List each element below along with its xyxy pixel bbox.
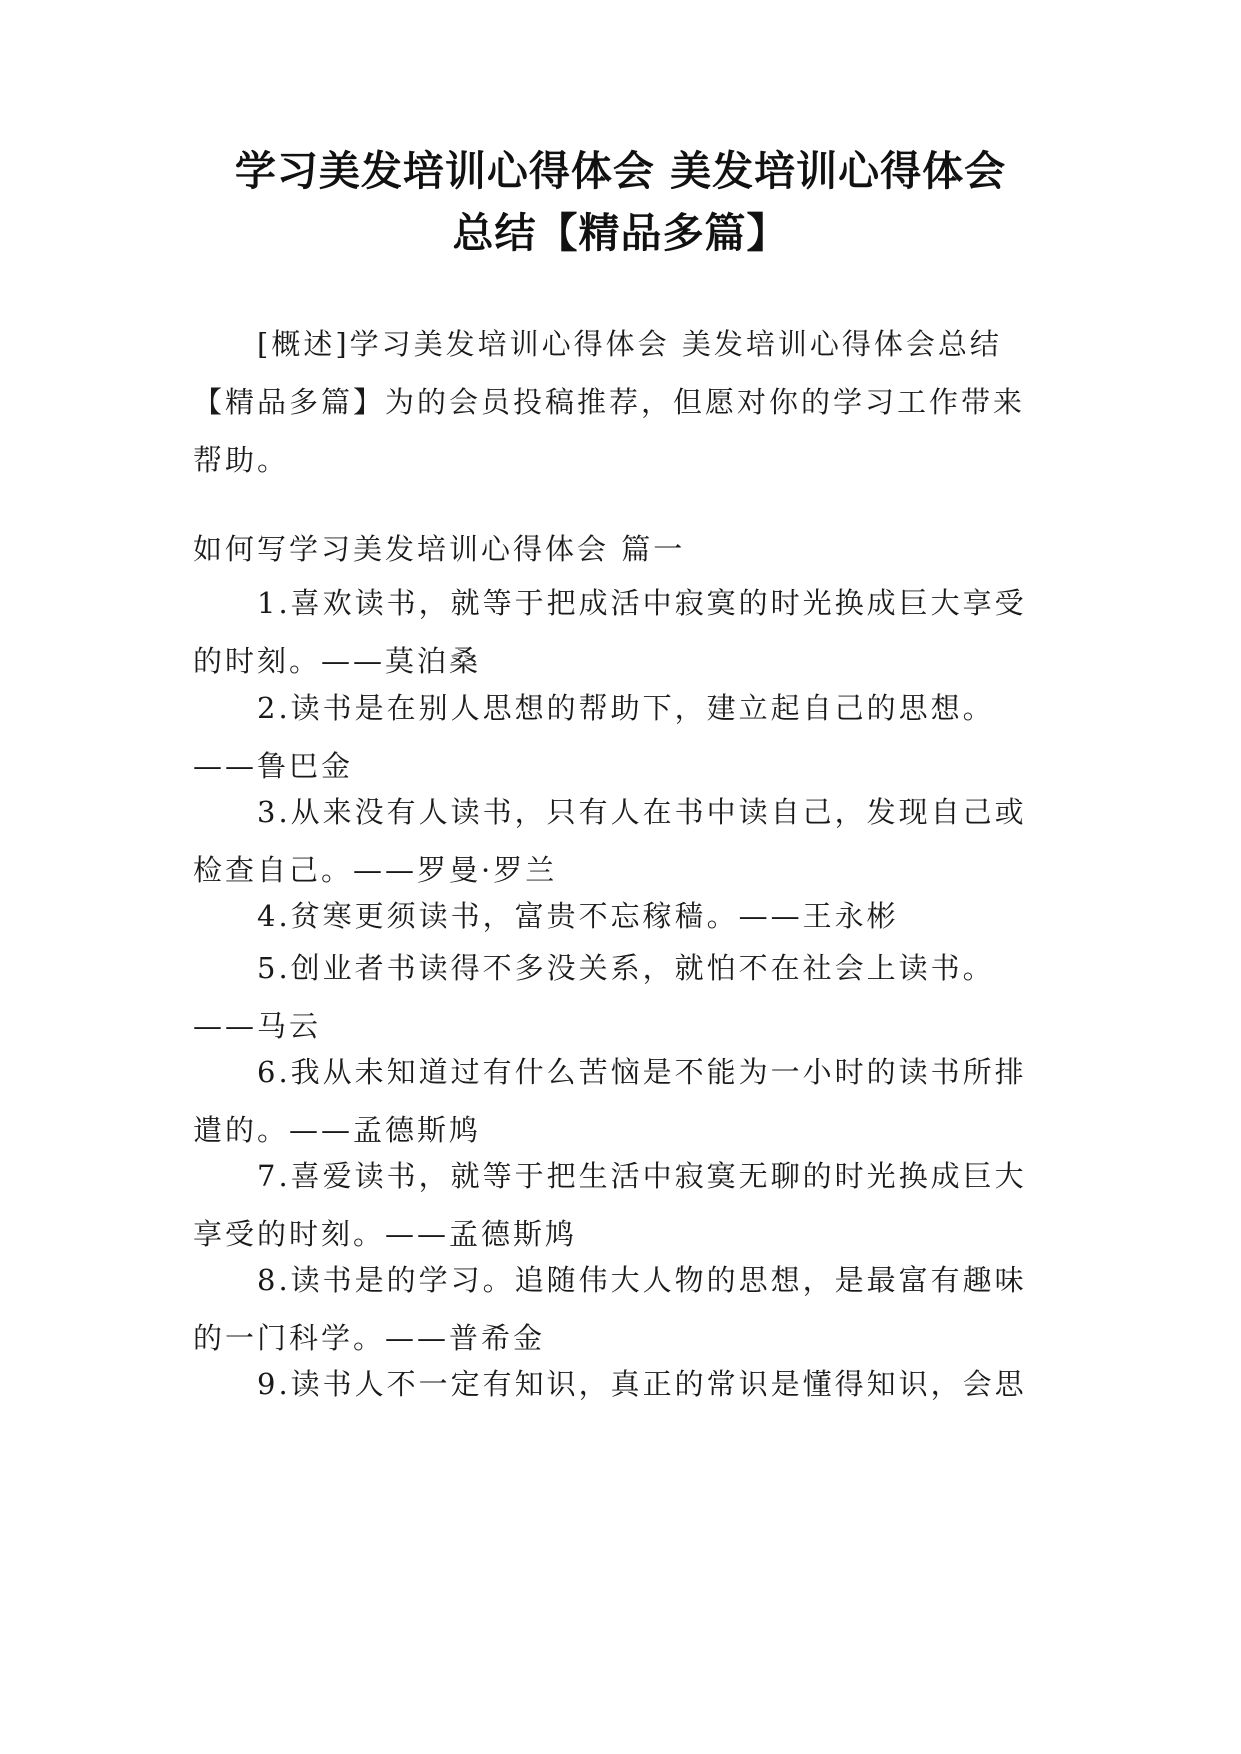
quote-6: 6.我从未知道过有什么苦恼是不能为一小时的读书所排遣的。——孟德斯鸠 <box>193 1055 1027 1147</box>
quote-8: 8.读书是的学习。追随伟大人物的思想，是最富有趣味的一门科学。——普希金 <box>193 1263 1027 1355</box>
title-line-2: 总结【精品多篇】 <box>452 209 789 257</box>
quote-3: 3.从来没有人读书，只有人在书中读自己，发现自己或检查自己。——罗曼·罗兰 <box>193 795 1027 887</box>
quote-9: 9.读书人不一定有知识，真正的常识是懂得知识，会思 <box>257 1367 1027 1401</box>
title-line-1: 学习美发培训心得体会 美发培训心得体会 <box>234 147 1007 195</box>
summary-paragraph: [概述]学习美发培训心得体会 美发培训心得体会总结【精品多篇】为的会员投稿推荐，但愿对你的学习工作带来帮助。 <box>193 327 1026 477</box>
quote-2: 2.读书是在别人思想的帮助下，建立起自己的思想。——鲁巴金 <box>193 691 995 783</box>
quote-4: 4.贫寒更须读书，富贵不忘稼穑。——王永彬 <box>257 899 899 933</box>
document-title <box>170 140 1071 264</box>
section-heading: 如何写学习美发培训心得体会 篇一 <box>193 532 686 566</box>
quote-1: 1.喜欢读书，就等于把成活中寂寞的时光换成巨大享受的时刻。——莫泊桑 <box>193 586 1027 678</box>
quote-7: 7.喜爱读书，就等于把生活中寂寞无聊的时光换成巨大享受的时刻。——孟德斯鸠 <box>193 1159 1027 1251</box>
quote-5: 5.创业者书读得不多没关系，就怕不在社会上读书。——马云 <box>193 951 995 1043</box>
